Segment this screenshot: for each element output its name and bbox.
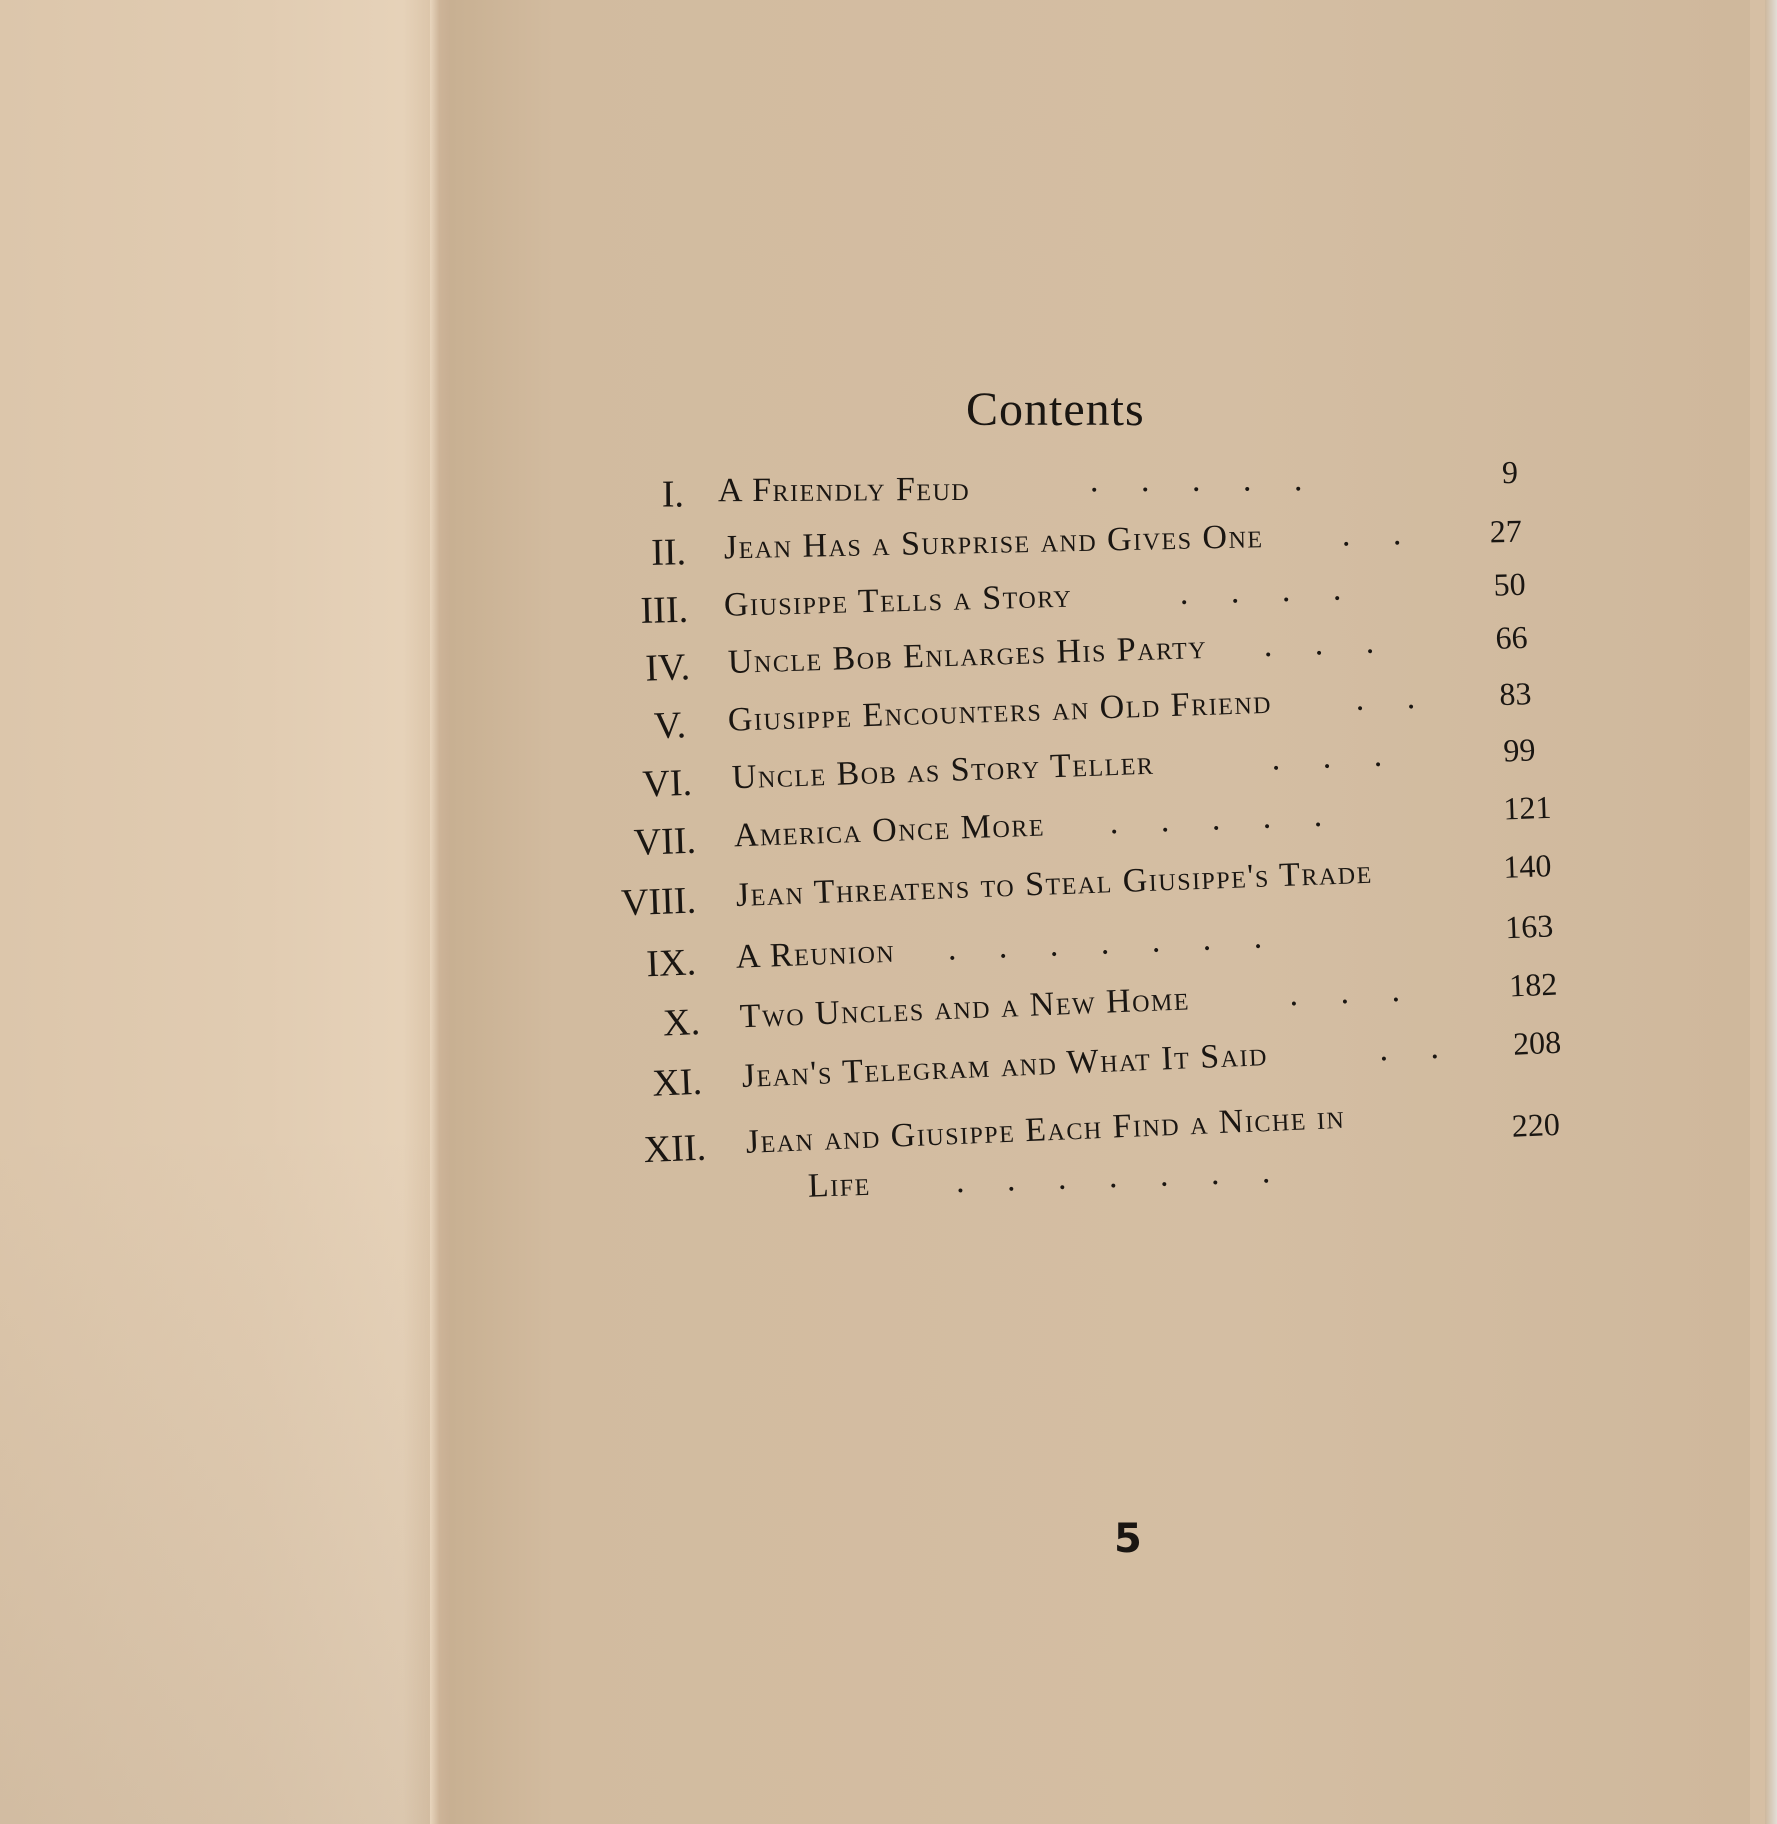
chapter-numeral: X. — [662, 1001, 701, 1045]
contents-heading: Contents — [966, 383, 1145, 436]
leader-dots: . . . — [1288, 971, 1401, 1014]
chapter-title: A Reunion — [735, 932, 896, 976]
leader-dots: . . . . . — [1108, 796, 1323, 842]
chapter-title: Giusippe Tells a Story — [723, 577, 1073, 624]
chapter-numeral: I. — [661, 473, 685, 516]
chapter-numeral: IV. — [644, 646, 691, 690]
chapter-numeral: IX. — [645, 941, 697, 986]
chapter-title: A Friendly Feud — [717, 470, 971, 510]
leader-dots: . . . — [1263, 623, 1375, 665]
page-edge — [1765, 0, 1777, 1824]
chapter-title: Jean Threatens to Steal Giusippe's Trade — [735, 853, 1374, 915]
leader-dots: . . . . . — [1089, 461, 1303, 500]
chapter-numeral: XII. — [642, 1126, 707, 1172]
left-page — [0, 0, 438, 1824]
page-ref: 50 — [1493, 565, 1527, 603]
chapter-title: America Once More — [733, 806, 1046, 855]
page-ref: 99 — [1502, 731, 1536, 769]
leader-dots: . . . . . . . — [946, 918, 1263, 968]
page-ref: 27 — [1489, 512, 1523, 550]
chapter-title: Uncle Bob as Story Teller — [731, 744, 1155, 797]
chapter-numeral: II. — [650, 531, 687, 574]
page-ref: 121 — [1502, 788, 1552, 827]
chapter-title: Uncle Bob Enlarges His Party — [727, 628, 1208, 681]
page-number: 5 — [1114, 1516, 1142, 1562]
chapter-title: Jean's Telegram and What It Said — [741, 1036, 1269, 1096]
page-ref: 208 — [1512, 1023, 1562, 1062]
chapter-numeral: VIII. — [620, 879, 697, 925]
page-ref: 220 — [1511, 1105, 1561, 1144]
chapter-numeral: XI. — [651, 1060, 703, 1105]
chapter-title: Jean Has a Surprise and Gives One — [723, 518, 1264, 567]
page-ref: 66 — [1494, 618, 1529, 656]
chapter-title-continuation: Life — [807, 1165, 872, 1205]
chapter-numeral: V. — [653, 704, 687, 748]
leader-dots: . . . . . . . — [955, 1153, 1271, 1201]
leader-dots: . . . . — [1179, 570, 1342, 612]
page-ref: 182 — [1508, 965, 1558, 1004]
page-ref: 163 — [1504, 907, 1554, 946]
chapter-numeral: VII. — [633, 819, 697, 864]
page-ref: 83 — [1498, 675, 1533, 713]
page-ref: 140 — [1502, 847, 1552, 885]
chapter-title: Two Uncles and a New Home — [739, 980, 1191, 1036]
leader-dots: . . — [1354, 678, 1416, 718]
leader-dots: . . . — [1270, 736, 1383, 778]
chapter-title: Giusippe Encounters an Old Friend — [727, 683, 1273, 739]
leader-dots: . . — [1341, 515, 1402, 554]
chapter-numeral: III. — [640, 588, 689, 632]
leader-dots: . . — [1378, 1028, 1440, 1069]
page-ref: 9 — [1501, 454, 1518, 491]
chapter-title: Jean and Giusippe Each Find a Niche in — [745, 1098, 1346, 1161]
chapter-numeral: VI. — [641, 761, 693, 806]
